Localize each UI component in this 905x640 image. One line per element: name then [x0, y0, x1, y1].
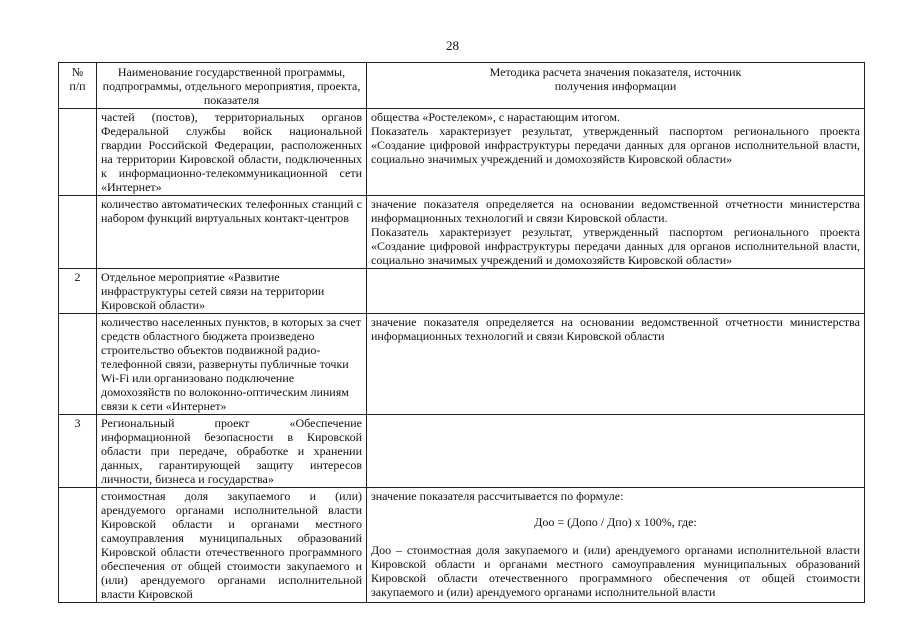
row-method — [367, 488, 865, 603]
row-num — [59, 314, 97, 415]
row-method — [367, 196, 865, 269]
row-method: значение показателя определяется на основании ведомственной отчетности министерства информационных технологий и связи Кировской области — [367, 314, 865, 415]
row-name: количество населенных пунктов, в которых за счет средств областного бюджета произведено строительство объектов подвижной радио-телефонной связи, развернуты публичные точки Wi-Fi или организовано подключение домохозяйств по волоконно-оптическим линиям связи к сети «Интернет» — [97, 314, 367, 415]
row-num: 3 — [59, 415, 97, 488]
row-name: частей (постов), территориальных органов Федеральной службы войск национальной гвардии Российской Федерации, расположенных на территории Кировской области, подключенных к информационно-телекоммуникационной сети «Интернет» — [97, 109, 367, 196]
method-text: значение показателя определяется на основании ведомственной отчетности министерства информационных технологий и связи Кировской области. — [371, 197, 860, 225]
method-text: общества «Ростелеком», с нарастающим итогом. — [371, 110, 621, 124]
header-num: № п/п — [59, 63, 97, 109]
row-num — [59, 109, 97, 196]
table-row — [59, 314, 865, 415]
table-row — [59, 269, 865, 314]
method-text: Показатель характеризует результат, утвержденный паспортом регионального проекта «Создание цифровой инфраструктуры передачи данных для органов исполнительной власти, социально значимых учреждений и домохозяйств Кировской области» — [371, 124, 860, 166]
row-method — [367, 109, 865, 196]
header-method: Методика расчета значения показателя, источник получения информации — [367, 63, 865, 109]
table-row — [59, 196, 865, 269]
table-header-row — [59, 63, 865, 109]
table-row — [59, 488, 865, 603]
formula: Доо = (Допо / Дпо) х 100%, где: — [534, 515, 697, 529]
method-text: значение показателя рассчитывается по формуле: — [371, 489, 624, 503]
table-row — [59, 415, 865, 488]
row-method — [367, 269, 865, 314]
method-text: Показатель характеризует результат, утвержденный паспортом регионального проекта «Создание цифровой инфраструктуры передачи данных для органов исполнительной власти, социально значимых учреждений и домохозяйств Кировской области» — [371, 225, 860, 267]
row-name: Отдельное мероприятие «Развитие инфраструктуры сетей связи на территории Кировской области» — [97, 269, 367, 314]
row-num: 2 — [59, 269, 97, 314]
row-name: Региональный проект «Обеспечение информационной безопасности в Кировской области при передаче, обработке и хранении данных, гарантирующей защиту интересов личности, бизнеса и государства» — [97, 415, 367, 488]
row-method — [367, 415, 865, 488]
row-num — [59, 196, 97, 269]
row-name: стоимостная доля закупаемого и (или) арендуемого органами исполнительной власти Кировской области и органами местного самоуправления муниципальных образований Кировской области отечественного программного обеспечения от общей стоимости закупаемого и (или) арендуемого органами исполнительной власти Кировской — [97, 488, 367, 603]
table-row — [59, 109, 865, 196]
page-number: 28 — [446, 38, 459, 53]
indicator-table — [58, 62, 865, 603]
row-num — [59, 488, 97, 603]
method-text: Доо – стоимостная доля закупаемого и (или) арендуемого органами исполнительной власти Кировской области и органами местного самоуправления муниципальных образований Кировской области отечественного программного обеспечения от общей стоимости закупаемого и (или) арендуемого органами исполнительной власти — [371, 543, 860, 599]
row-name: количество автоматических телефонных станций с набором функций виртуальных контакт-центров — [97, 196, 367, 269]
header-name: Наименование государственной программы, подпрограммы, отдельного мероприятия, проекта, показателя — [97, 63, 367, 109]
